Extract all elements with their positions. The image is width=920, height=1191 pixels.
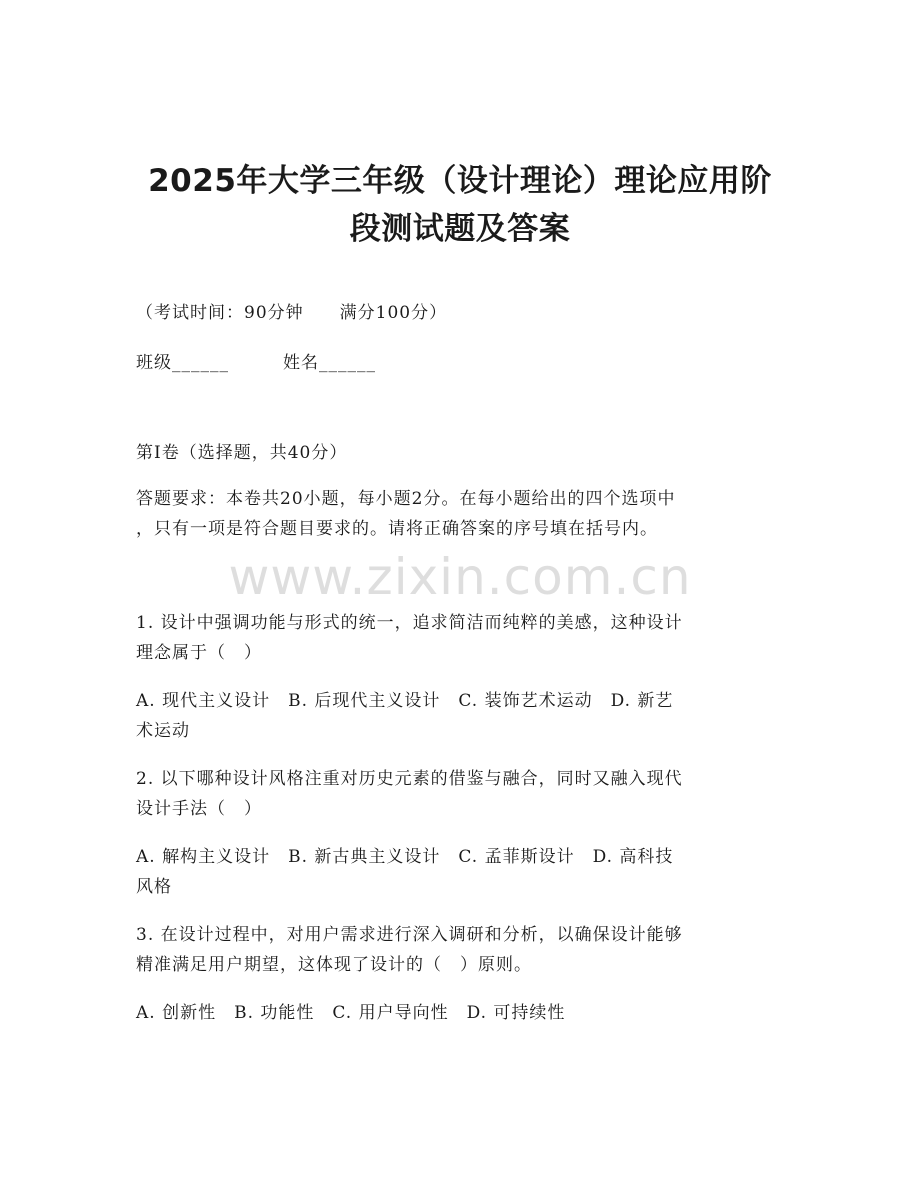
question-1-options-line-1: A. 现代主义设计 B. 后现代主义设计 C. 装饰艺术运动 D. 新艺 <box>136 691 674 711</box>
question-3-stem-line-1: 3. 在设计过程中，对用户需求进行深入调研和分析，以确保设计能够 <box>136 925 683 945</box>
question-2-stem-line-2: 设计手法（ ） <box>136 799 262 819</box>
question-1-options-line-2: 术运动 <box>136 721 190 741</box>
student-fields: 班级______ 姓名______ <box>136 353 376 373</box>
question-2-stem-line-1: 2. 以下哪种设计风格注重对历史元素的借鉴与融合，同时又融入现代 <box>136 769 683 789</box>
question-2-options-line-1: A. 解构主义设计 B. 新古典主义设计 C. 孟菲斯设计 D. 高科技 <box>136 847 674 867</box>
exam-title-line-2: 段测试题及答案 <box>349 211 571 247</box>
question-3-stem-line-2: 精准满足用户期望，这体现了设计的（ ）原则。 <box>136 955 532 975</box>
question-2-options-line-2: 风格 <box>136 877 172 897</box>
watermark: www.zixin.com.cn <box>228 548 692 606</box>
question-1-stem-line-1: 1. 设计中强调功能与形式的统一，追求简洁而纯粹的美感，这种设计 <box>136 613 683 633</box>
exam-title-line-1: 2025年大学三年级（设计理论）理论应用阶 <box>148 163 772 199</box>
instructions-line-2: ，只有一项是符合题目要求的。请将正确答案的序号填在括号内。 <box>136 519 658 539</box>
instructions-line-1: 答题要求：本卷共20小题，每小题2分。在每小题给出的四个选项中 <box>136 489 676 509</box>
exam-info: （考试时间：90分钟 满分100分） <box>136 303 448 323</box>
question-3-options-line-1: A. 创新性 B. 功能性 C. 用户导向性 D. 可持续性 <box>136 1003 566 1023</box>
question-1-stem-line-2: 理念属于（ ） <box>136 643 262 663</box>
section-heading: 第I卷（选择题，共40分） <box>136 443 348 463</box>
